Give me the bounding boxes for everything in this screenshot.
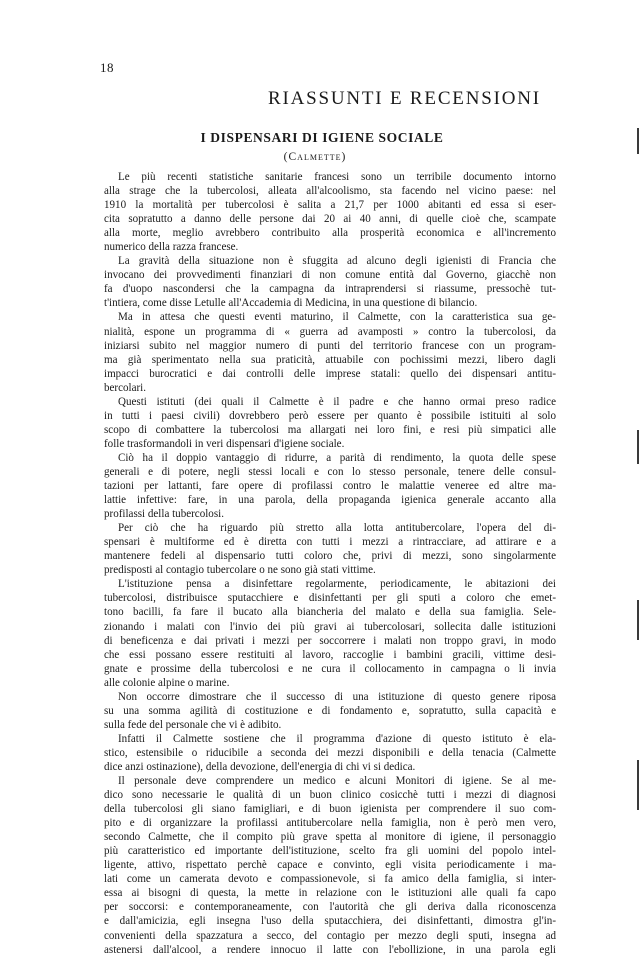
text-line: mantenere fedeli al dispensario tutti coloro che, privi di mezzi, sono singolarmente <box>104 550 556 563</box>
text-line: bercolari. <box>104 381 147 394</box>
text-line: tazioni per lattanti, fare opere di profilassi contro le malattie veneree ed altre ma- <box>104 480 556 493</box>
text-line: astenersi dall'alcool, a rendere innocuo il latte con l'ebollizione, in una parola egli <box>104 943 556 956</box>
text-line: Questi istituti (dei quali il Calmette è il padre e che hanno ormai preso radice <box>118 395 556 408</box>
text-line: Per ciò che ha riguardo più stretto alla lotta antitubercolare, l'opera del di- <box>118 522 556 535</box>
text-line: tono bacilli, fa fare il bucato alla biancheria del malato e della sua famiglia. Sele- <box>104 606 556 619</box>
text-line: invocano dei provvedimenti finanziari di non comune entità dal Governo, giacchè non <box>104 269 556 282</box>
text-line: che essi possano essere restituiti al lavoro, raccoglie i bambini gracili, vittime desi- <box>104 648 556 661</box>
text-line: Non occorre dimostrare che il successo di una istituzione di questo genere riposa <box>118 690 556 703</box>
text-line: t'intiera, come disse Letulle all'Accademia di Medicina, in una questione di bilancio. <box>104 297 478 310</box>
text-line: in tutti i paesi civili) dovrebbero però essere per quanto è possibile istituiti al solo <box>104 409 556 422</box>
text-line: essa ai bisogni di questa, la mette in relazione con le istituzioni alle quali fa capo <box>104 887 556 900</box>
text-line: e dall'amicizia, egli insegna l'uso della sputacchiera, dei disinfettanti, dimostra gl'in- <box>104 915 556 928</box>
article-title: I DISPENSARI DI IGIENE SOCIALE <box>200 130 444 145</box>
text-line: lati come un camerata devoto e compassionevole, si fa amico della famiglia, si inter- <box>104 873 556 886</box>
text-line: folle trasformandoli in veri dispensari d'igiene sociale. <box>104 437 345 450</box>
text-line: predisposti al contagio tubercolare o ne sono già stati vittime. <box>104 564 376 577</box>
text-line: alla strage che la tubercolosi, alleata all'alcoolismo, sta facendo nel vicino paese: nel <box>104 185 556 198</box>
article-body <box>104 170 556 957</box>
text-line: spensari è multiforme ed è diretta con tutti i mezzi a rintracciare, ad attirare e a <box>104 536 556 549</box>
page-number: 18 <box>100 60 114 75</box>
section-title: RIASSUNTI E RECENSIONI <box>268 88 541 109</box>
text-line: Infatti il Calmette sostiene che il programma d'azione di questo istituto è ela- <box>118 732 556 745</box>
scan-edge-mark <box>637 600 639 640</box>
text-line: della tubercolosi gli siano famigliari, e di buon igienista per comprendere il suo com- <box>104 803 556 816</box>
text-line: 1910 la mortalità per tubercolosi è salita a 21,7 per 1000 abitanti ed essa si eser- <box>104 199 556 212</box>
text-line: profilassi della tubercolosi. <box>104 508 224 521</box>
text-line: La gravità della situazione non è sfuggita ad alcuno degli igienisti di Francia che <box>118 255 556 268</box>
text-line: di beneficenza e dai privati i mezzi per soccorrere i malati non troppo gravi, in modo <box>104 634 556 647</box>
text-line: iniziarsi subito nel maggior numero di punti del territorio francese con un program- <box>104 339 556 352</box>
text-line: sulla fede del personale che vi è adibito. <box>104 718 282 731</box>
text-line: alle colonie alpine o marine. <box>104 676 230 689</box>
text-line: stico, estensibile o riducibile a seconda dei mezzi disponibili e della tenacia (Calmette <box>104 746 556 759</box>
text-line: Le più recenti statistiche sanitarie francesi sono un terribile documento intorno <box>118 171 556 183</box>
text-line: convenienti della spazzatura a secco, del contagio per mezzo degli sputi, insegna ad <box>104 929 556 942</box>
scan-edge-mark <box>637 128 639 154</box>
text-line: più caratteristico ed importante dell'istituzione, scelto fra gli uomini del popolo intel- <box>104 845 556 858</box>
text-line: Ma in attesa che questi eventi maturino, il Calmette, con la caratteristica sua ge- <box>118 311 556 324</box>
text-line: zionando i malati con l'invio dei più gravi ai tubercolosari, sollecita dalle istituzioni <box>104 620 556 633</box>
text-line: alla morte, meglio avrebbero contribuito alla prosperità economica e all'incremento <box>104 227 556 240</box>
text-line: L'istituzione pensa a disinfettare regolarmente, periodicamente, le abitazioni dei <box>118 578 556 591</box>
text-line: Il personale deve comprendere un medico e alcuni Monitori di igiene. Se al me- <box>118 775 556 788</box>
text-line: secondo Calmette, che il compito più grave spetta al monitore di igiene, il personaggio <box>104 831 556 844</box>
text-line: scopo di combattere la tubercolosi ma allargati nei loro fini, e resi più simpatici alle <box>104 423 556 436</box>
text-line: fa d'uopo nascondersi che la campagna da intraprendersi si riassume, pressochè tut- <box>104 283 556 296</box>
text-line: generali e di potere, negli stessi locali e con lo stesso personale, tenere delle consul- <box>104 465 556 478</box>
scan-edge-mark <box>637 760 639 810</box>
text-line: dico sono necessarie le qualità di un buon clinico cosicchè tutti i mezzi di diagnosi <box>104 789 556 802</box>
text-line: Ciò ha il doppio vantaggio di ridurre, a parità di rendimento, la quota delle spese <box>118 451 556 464</box>
text-line: pito e di organizzare la profilassi antitubercolare nella famiglia, non è però men vero, <box>104 817 556 830</box>
text-line: lattie infettive: fare, in una parola, della propaganda igienica generale accanto alla <box>104 494 556 507</box>
text-line: nialità, espone un programma di « guerra ad avamposti » contro la tubercolosi, da <box>104 325 556 338</box>
article-author: (Calmette) <box>283 151 347 163</box>
text-line: dice anzi ostinazione), della devozione, dell'energia di chi vi si dedica. <box>104 760 416 773</box>
text-line: impacci burocratici e dai controlli delle imprese statali: quello dei dispensari antitu- <box>104 367 556 380</box>
text-line: per soccorsi: e contemporaneamente, con l'autorità che gli deriva dalla riconoscenza <box>104 901 556 914</box>
scan-edge-mark <box>637 430 639 464</box>
text-line: ligente, attivo, rispettato perchè capace e convinto, egli visita periodicamente i ma- <box>104 859 556 872</box>
text-line: gnate e prossime della tubercolosi e ne cura il collocamento in campagna o li invia <box>104 662 556 675</box>
text-line: numerico della razza francese. <box>104 241 239 254</box>
text-line: su una somma agilità di costituzione e di fondamento e, sopratutto, sulla capacità e <box>104 704 556 717</box>
text-line: cita sopratutto a danno delle persone dai 20 ai 40 anni, di quelle cioè che, scampate <box>104 213 556 226</box>
text-line: ma già sperimentato nella sua praticità, attuabile con pochissimi mezzi, libero dagli <box>104 353 556 366</box>
text-line: tubercolosi, distribuisce sputacchiere e disinfettanti per gli sputi a coloro che emet- <box>104 592 556 605</box>
